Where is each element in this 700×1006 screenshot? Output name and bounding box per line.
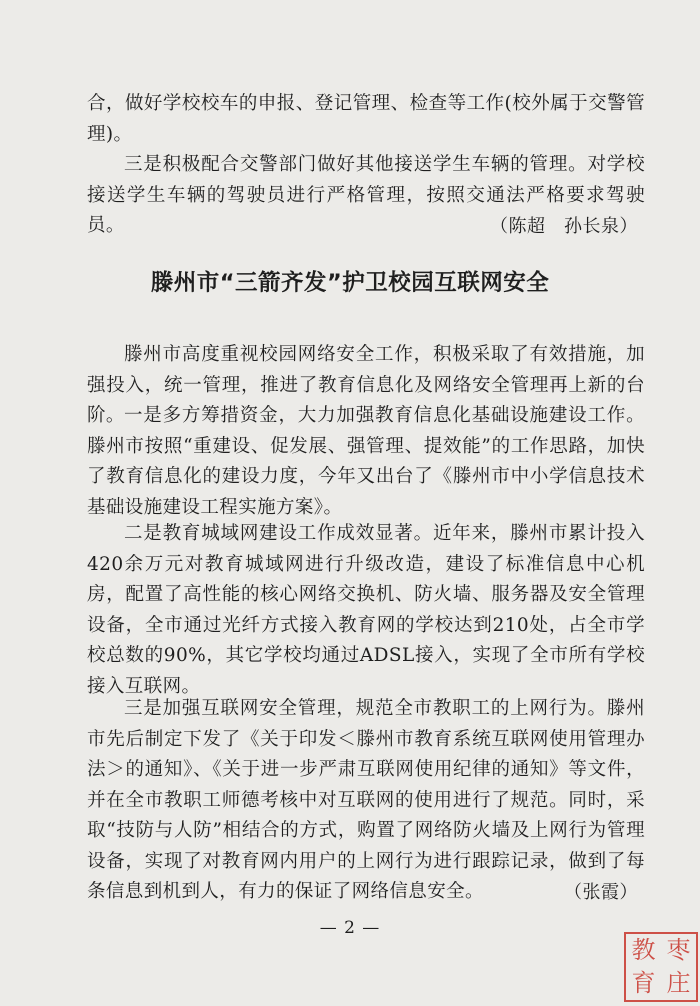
signature-first: （陈超 孙长泉） <box>490 216 638 237</box>
seal-char: 教 <box>631 936 656 964</box>
signature-article: （张霞） <box>564 882 638 903</box>
article-title: 滕州市“三箭齐发”护卫校园互联网安全 <box>150 270 550 296</box>
seal-char: 育 <box>631 969 656 997</box>
article-intro: 滕州市高度重视校园网络安全工作，积极采取了有效措施，加强投入，统一管理，推进了教育信息化及网络安全管理再上新的台阶。 <box>87 344 645 426</box>
article-paragraph-1: 一是多方筹措资金，大力加强教育信息化基础设施建设工作。滕州市按照“重建设、促发展、强管理、提效能”的工作思路，加快了教育信息化的建设力度，今年又出台了《滕州市中小学信息技术基础设施建设工程实施方案》。 <box>87 405 645 518</box>
article-paragraph-3: 三是加强互联网安全管理，规范全市教职工的上网行为。滕州市先后制定下发了《关于印发＜滕州市教育系统互联网使用管理办法＞的通知》、《关于进一步严肃互联网使用纪律的通知》等文件，并在全市教职工师德考核中对互联网的使用进行了规范。同时，采取“技防与人防”相结合的方式，购置了网络防火墙及上网行为管理设备，实现了对教育网内用户的上网行为进行跟踪记录，做到了每条信息到机到人，有力的保证了网络信息安全。 <box>87 698 645 902</box>
page-number: — 2 — <box>319 918 381 938</box>
paragraph-continuation: 合，做好学校校车的申报、登记管理、检查等工作(校外属于交警管理)。 <box>87 93 645 145</box>
zaozhuang-education-seal <box>624 932 698 1002</box>
seal-char: 庄 <box>666 969 691 997</box>
article-paragraph-2: 二是教育城域网建设工作成效显著。近年来，滕州市累计投入420余万元对教育城域网进行升级改造，建设了标准信息中心机房，配置了高性能的核心网络交换机、防火墙、服务器及安全管理设备，全市通过光纤方式接入教育网的学校达到210处，占全市学校总数的90%，其它学校均通过ADSL接入，实现了全市所有学校接入互联网。 <box>87 523 645 697</box>
seal-char: 枣 <box>666 936 691 964</box>
paragraph-vehicle-management: 三是积极配合交警部门做好其他接送学生车辆的管理。对学校接送学生车辆的驾驶员进行严格管理，按照交通法严格要求驾驶员。 <box>87 154 645 236</box>
